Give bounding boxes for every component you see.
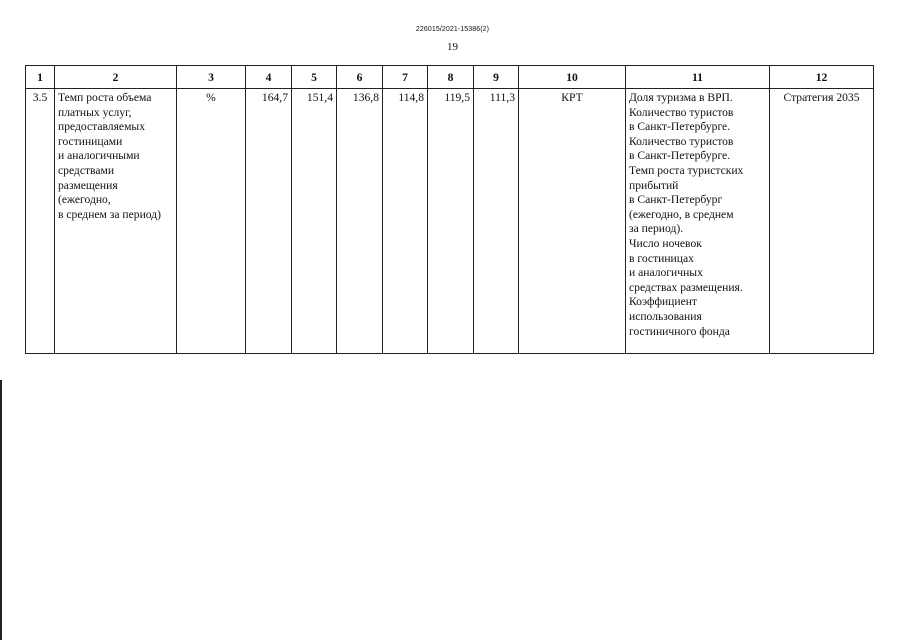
document-registration-number: 226015/2021-15386(2) (415, 26, 490, 33)
indicator-name-cell (55, 89, 177, 354)
column-header: 6 (337, 66, 383, 89)
text-line: за период). (629, 222, 684, 236)
value-cell: 114,8 (383, 89, 428, 354)
responsible-cell: КРТ (519, 89, 626, 354)
value-cell: 119,5 (428, 89, 474, 354)
header-row (26, 66, 874, 89)
column-header: 7 (383, 66, 428, 89)
value-cell: 136,8 (337, 89, 383, 354)
text-line: в гостиницах (629, 251, 694, 265)
text-line: и аналогичными (58, 149, 140, 163)
text-line: Количество туристов (629, 105, 734, 119)
column-header: 4 (246, 66, 292, 89)
text-line: размещения (58, 178, 118, 192)
row-number-cell: 3.5 (26, 89, 55, 354)
column-header: 11 (626, 66, 770, 89)
indicators-table (25, 65, 874, 354)
value-cell: 111,3 (474, 89, 519, 354)
column-header: 5 (292, 66, 337, 89)
scan-edge-line (0, 380, 2, 640)
table-row (26, 89, 874, 354)
text-line: средствах размещения. (629, 280, 743, 294)
text-line: Количество туристов (629, 134, 734, 148)
text-line: гостиницами (58, 134, 123, 148)
source-cell: Стратегия 2035 (770, 89, 874, 354)
column-header: 1 (26, 66, 55, 89)
column-header: 8 (428, 66, 474, 89)
column-header: 12 (770, 66, 874, 89)
text-line: в среднем за период) (58, 207, 161, 221)
text-line: Темп роста туристских (629, 163, 744, 177)
related-indicators-cell (626, 89, 770, 354)
column-header: 10 (519, 66, 626, 89)
page-number: 19 (447, 41, 458, 53)
text-line: предоставляемых (58, 120, 145, 134)
value-cell: 151,4 (292, 89, 337, 354)
column-header: 3 (177, 66, 246, 89)
text-line: в Санкт-Петербурге. (629, 149, 731, 163)
text-line: Доля туризма в ВРП. (629, 91, 733, 104)
text-line: (ежегодно, в среднем (629, 207, 734, 221)
text-line: (ежегодно, (58, 193, 111, 207)
text-line: в Санкт-Петербурге. (629, 120, 731, 134)
value-cell: 164,7 (246, 89, 292, 354)
column-header: 9 (474, 66, 519, 89)
text-line: гостиничного фонда (629, 324, 730, 338)
text-line: и аналогичных (629, 266, 703, 280)
text-line: средствами (58, 163, 115, 177)
column-header: 2 (55, 66, 177, 89)
text-line: Темп роста объема (58, 91, 152, 104)
text-line: Число ночевок (629, 236, 702, 250)
text-line: Коэффициент (629, 295, 697, 309)
text-line: прибытий (629, 178, 679, 192)
text-line: в Санкт-Петербург (629, 193, 723, 207)
unit-cell: % (177, 89, 246, 354)
text-line: платных услуг, (58, 105, 132, 119)
text-line: использования (629, 309, 702, 323)
